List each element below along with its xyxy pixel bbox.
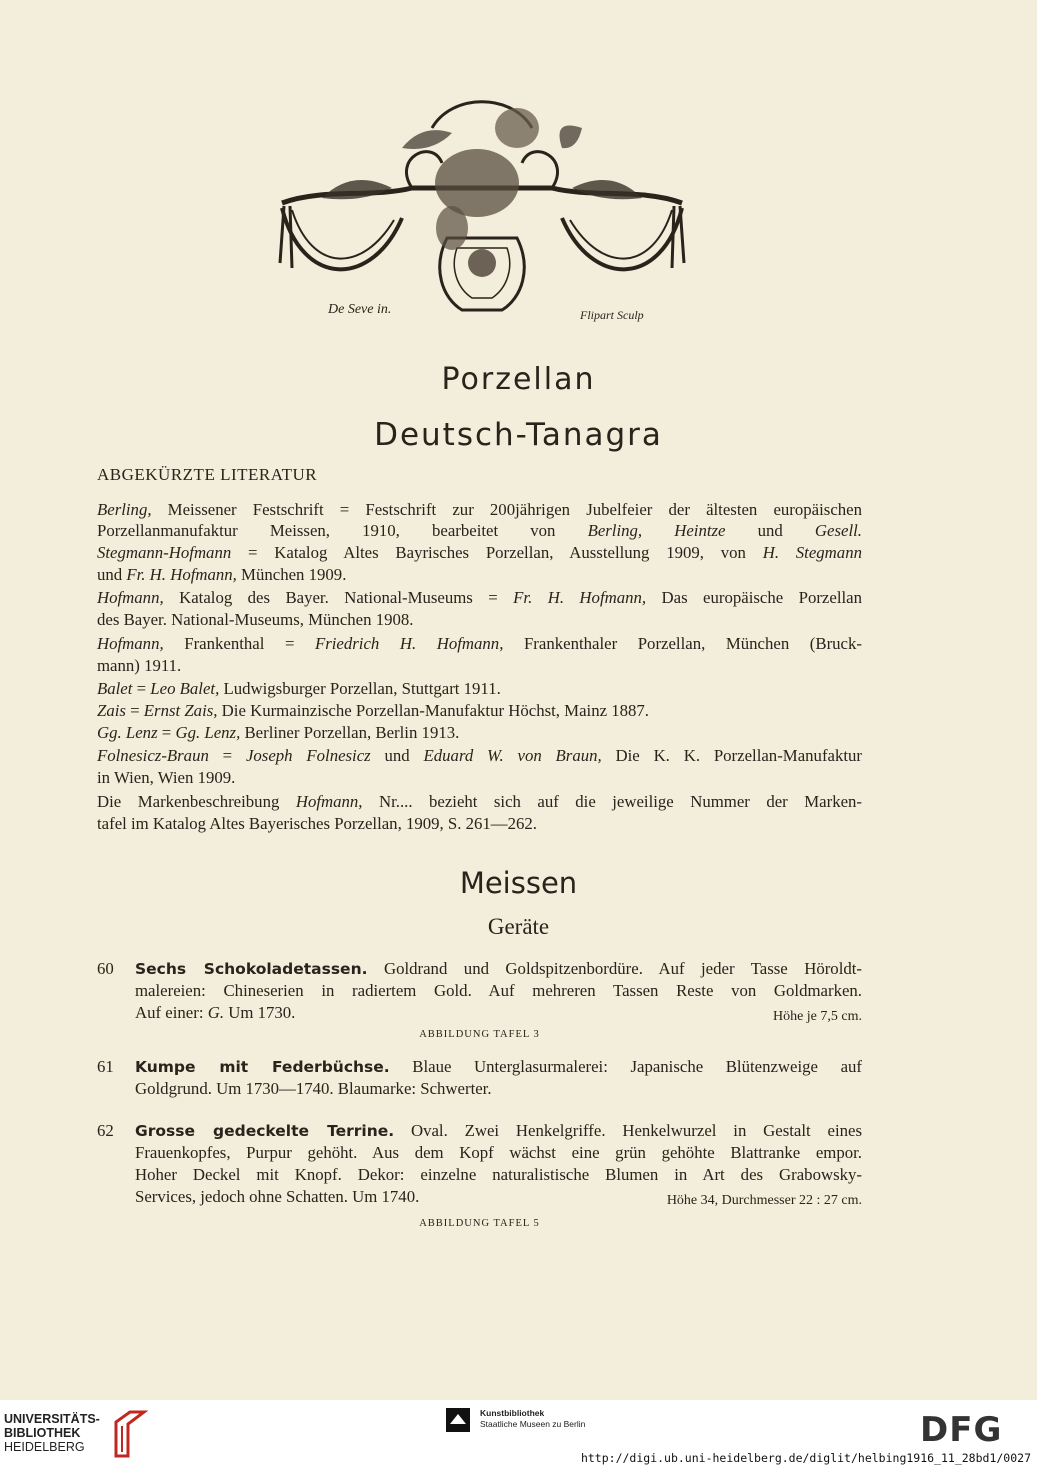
entry-measurements: Höhe je 7,5 cm. [772,1009,862,1024]
plate-reference: ABBILDUNG TAFEL 5 [419,1218,540,1229]
source-url[interactable]: http://digi.ub.uni-heidelberg.de/diglit/helbing1916_11_28bd1/0027 [580,1451,1031,1465]
literature-line: und Fr. H. Hofmann, München 1909. [97,565,347,584]
entry-line: Services, jedoch ohne Schatten. Um 1740. [135,1187,420,1206]
catalog-entry [97,958,862,1038]
literature-line: Die Markenbeschreibung Hofmann, Nr.... bezieht sich auf die jeweilige Nummer der Marken- [97,792,863,811]
digitization-footer [0,1400,1037,1469]
entry-number: 60 [97,959,114,978]
literature-line: tafel im Katalog Altes Bayerisches Porzellan, 1909, S. 261—262. [97,814,537,833]
entry-heading: Grosse gedeckelte Terrine. [135,1122,395,1140]
entry-line: malereien: Chineserien in radiertem Gold. Auf mehreren Tassen Reste von Goldmarken. [135,981,862,1000]
literature-line: Hofmann, Frankenthal = Friedrich H. Hofmann, Frankenthaler Porzellan, München (Bruck- [97,634,862,653]
page-title: Porzellan [441,362,596,397]
section-title: Meissen [459,866,578,900]
literature-line: Folnesicz-Braun = Joseph Folnesicz und Eduard W. von Braun, Die K. K. Porzellan-Manufaktur [97,746,863,765]
page-subtitle: Deutsch-Tanagra [374,417,663,453]
entry-heading: Sechs Schokoladetassen. [135,960,368,978]
entry-line: Grosse gedeckelte Terrine. Oval. Zwei Henkelgriffe. Henkelwurzel in Gestalt eines [135,1121,862,1140]
engraver-signature-right: Flipart Sculp [580,308,644,322]
literature-line: Berling, Meissener Festschrift = Festschrift zur 200jährigen Jubelfeier der ältesten europäischen [97,500,862,519]
literature-line: Gg. Lenz = Gg. Lenz, Berliner Porzellan, Berlin 1913. [97,723,460,742]
kunstbibliothek-logo-icon [446,1408,470,1432]
plate-reference: ABBILDUNG TAFEL 3 [419,1029,540,1040]
section-subtitle: Geräte [487,914,550,939]
catalog-entry [97,1120,862,1232]
literature-line: Zais = Ernst Zais, Die Kurmainzische Porzellan-Manufaktur Höchst, Mainz 1887. [97,701,649,720]
library-name: UNIVERSITÄTS- BIBLIOTHEK HEIDELBERG [4,1412,100,1454]
engraving-vignette [262,88,702,338]
library-logo-icon [108,1408,148,1458]
literature-line: Balet = Leo Balet, Ludwigsburger Porzellan, Stuttgart 1911. [97,679,501,698]
entry-line: Hoher Deckel mit Knopf. Dekor: einzelne naturalistische Blumen in Art des Grabowsky- [135,1165,862,1184]
dfg-logo: DFG [920,1410,1003,1450]
entry-heading: Kumpe mit Federbüchse. [135,1058,390,1076]
literature-line: des Bayer. National-Museums, München 1908. [97,610,414,629]
literature-line: Stegmann-Hofmann = Katalog Altes Bayrisches Porzellan, Ausstellung 1909, von H. Stegmann [97,543,862,562]
entry-number: 62 [97,1121,114,1140]
engraver-signature-left: De Seve in. [328,302,392,317]
entry-line: Kumpe mit Federbüchse. Blaue Unterglasurmalerei: Japanische Blütenzweige auf [135,1057,863,1076]
literature-heading: ABGEKÜRZTE LITERATUR [97,465,318,484]
literature-line: mann) 1911. [97,656,182,675]
literature-line: Hofmann, Katalog des Bayer. National-Museums = Fr. H. Hofmann, Das europäische Porzellan [97,588,862,607]
entry-line: Sechs Schokoladetassen. Goldrand und Goldspitzenbordüre. Auf jeder Tasse Höroldt- [135,959,862,978]
literature-line: Porzellanmanufaktur Meissen, 1910, bearbeitet von Berling, Heintze und Gesell. [97,521,862,540]
entry-line: Goldgrund. Um 1730—1740. Blaumarke: Schwerter. [135,1079,492,1098]
catalog-entry [97,1056,862,1100]
entry-line: Auf einer: G. Um 1730. [135,1003,296,1022]
entry-line: Frauenkopfes, Purpur gehöht. Aus dem Kopf wächst eine grün gehöhte Blattranke empor. [135,1143,862,1162]
kunstbibliothek-name: Kunstbibliothek Staatliche Museen zu Berlin [480,1408,586,1429]
literature-line: in Wien, Wien 1909. [97,768,236,787]
entry-number: 61 [97,1057,114,1076]
entry-measurements: Höhe 34, Durchmesser 22 : 27 cm. [666,1193,862,1208]
